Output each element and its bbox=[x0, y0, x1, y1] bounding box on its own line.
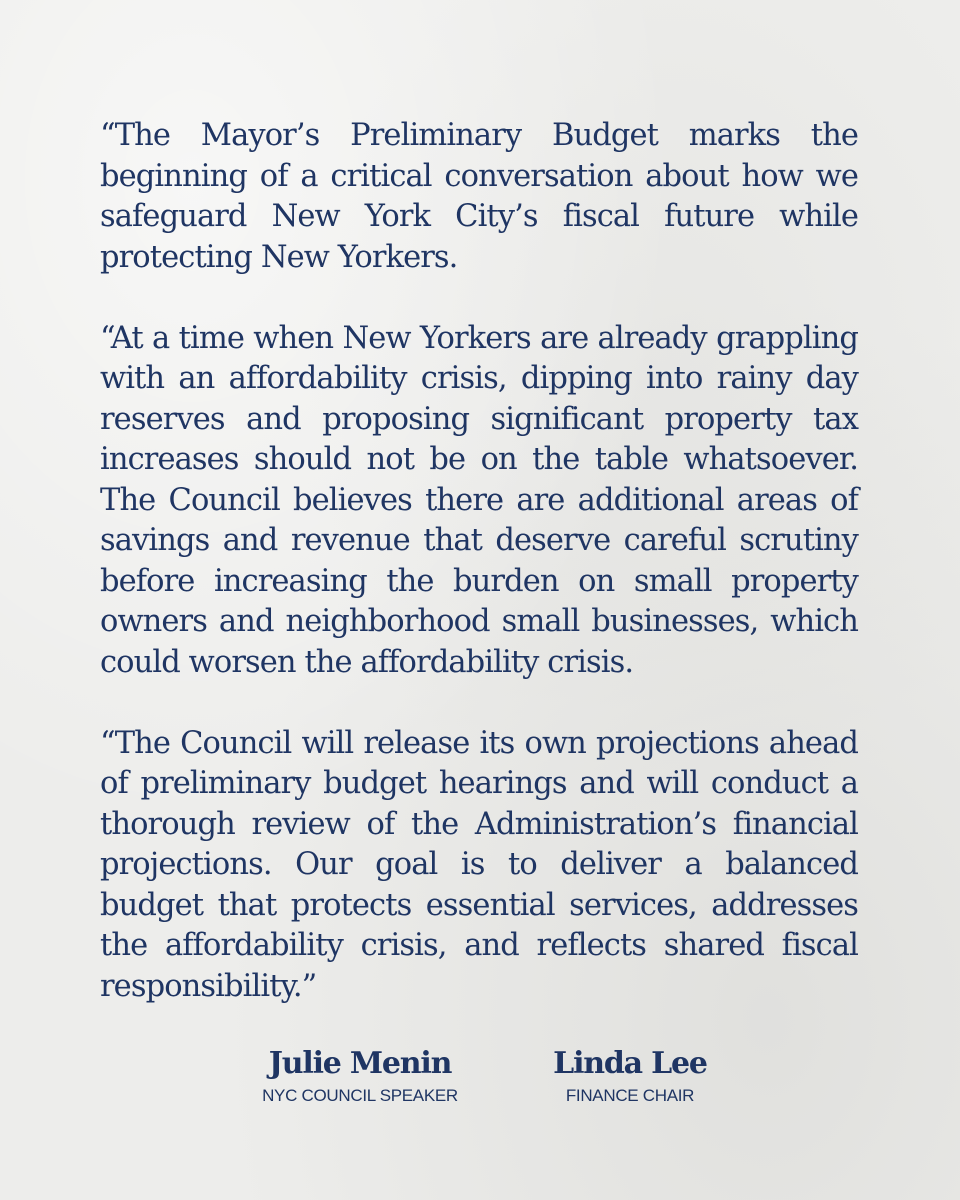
signer-name: Julie Menin bbox=[268, 1046, 452, 1081]
signer-finance-chair bbox=[515, 1046, 745, 1106]
signer-title: FINANCE CHAIR bbox=[565, 1086, 695, 1105]
quote-paragraph-1: “The Mayor’s Preliminary Budget marks the beginning of a critical conversation about how we safeguard New York City’s fiscal future while protecting New Yorkers. bbox=[100, 118, 858, 275]
quote-body bbox=[100, 116, 858, 1007]
quote-paragraph-3: “The Council will release its own projections ahead of preliminary budget hearings and will conduct a thorough review of the Administration’s financial projections. Our goal is to deliver a balanced budget that protects essential services, addresses the affordability crisis, and reflects shared fiscal responsibility.” bbox=[100, 725, 858, 1004]
signer-name: Linda Lee bbox=[553, 1046, 707, 1081]
signer-speaker bbox=[240, 1046, 480, 1106]
quote-paragraph-2: “At a time when New Yorkers are already grappling with an affordability crisis, dipping into rainy day reserves and proposing significant property tax increases should not be on the table whatsoever. The Council believes there are additional areas of savings and revenue that deserve careful scrutiny before increasing the burden on small property owners and neighborhood small businesses, which could worsen the affordability crisis. bbox=[100, 320, 858, 680]
signer-title: NYC COUNCIL SPEAKER bbox=[262, 1086, 458, 1105]
signature-block bbox=[0, 1046, 960, 1116]
